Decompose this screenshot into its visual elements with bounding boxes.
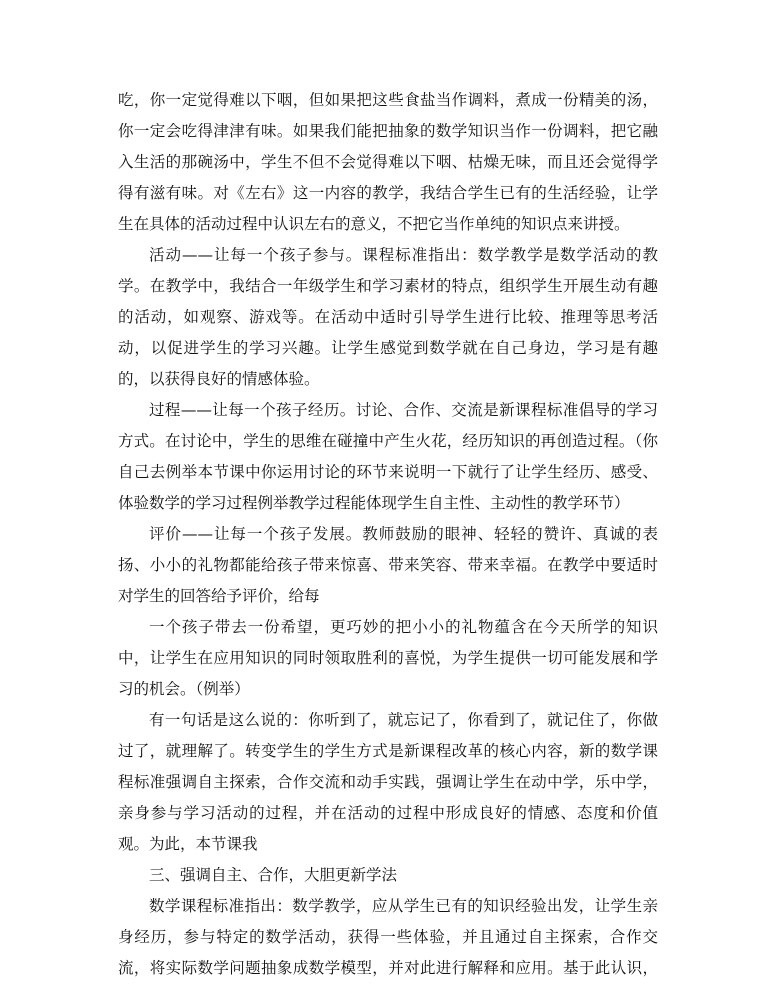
text-line: 生在具体的活动过程中认识左右的意义，不把它当作单纯的知识点来讲授。 (118, 215, 630, 233)
text-line: 三、强调自主、合作，大胆更新学法 (149, 866, 398, 884)
text-line: 活动——让每一个孩子参与。课程标准指出：数学教学是数学活动的教 (149, 246, 658, 264)
text-line: 扬、小小的礼物都能给孩子带来惊喜、带来笑容、带来幸福。在教学中要适时 (118, 556, 658, 574)
text-line: 学。在教学中，我结合一年级学生和学习素材的特点，组织学生开展生动有趣 (118, 277, 658, 295)
text-line: 过程——让每一个孩子经历。讨论、合作、交流是新课程标准倡导的学习 (149, 401, 658, 419)
text-line: 亲身参与学习活动的过程，并在活动的过程中形成良好的情感、态度和价值 (118, 804, 658, 822)
text-line: 习的机会。（例举） (118, 680, 250, 698)
text-line: 流，将实际数学问题抽象成数学模型，并对此进行解释和应用。基于此认识， (118, 959, 658, 977)
text-line: 有一句话是这么说的：你听到了，就忘记了，你看到了，就记住了，你做 (149, 711, 658, 729)
text-line: 的活动，如观察、游戏等。在活动中适时引导学生进行比较、推理等思考活 (118, 308, 658, 326)
text-line: 入生活的那碗汤中，学生不但不会觉得难以下咽、枯燥无味，而且还会觉得学 (118, 153, 658, 171)
text-line: 身经历，参与特定的数学活动，获得一些体验，并且通过自主探索，合作交 (118, 928, 658, 946)
text-line: 得有滋有味。对《左右》这一内容的教学，我结合学生已有的生活经验，让学 (118, 184, 658, 202)
text-line: 动，以促进学生的学习兴趣。让学生感觉到数学就在自己身边，学习是有趣 (118, 339, 658, 357)
text-line: 数学课程标准指出：数学教学，应从学生已有的知识经验出发，让学生亲 (149, 897, 658, 915)
text-line: 的，以获得良好的情感体验。 (118, 370, 320, 388)
text-line: 对学生的回答给予评价，给每 (118, 587, 320, 605)
text-line: 吃，你一定觉得难以下咽，但如果把这些食盐当作调料，煮成一份精美的汤， (118, 91, 658, 109)
text-line: 中，让学生在应用知识的同时领取胜利的喜悦，为学生提供一切可能发展和学 (118, 649, 658, 667)
text-line: 方式。在讨论中，学生的思维在碰撞中产生火花，经历知识的再创造过程。（你 (118, 432, 658, 450)
text-line: 程标准强调自主探索，合作交流和动手实践，强调让学生在动中学，乐中学， (118, 773, 658, 791)
text-line: 自己去例举本节课中你运用讨论的环节来说明一下就行了让学生经历、感受、 (118, 463, 658, 481)
text-line: 过了，就理解了。转变学生的学生方式是新课程改革的核心内容，新的数学课 (118, 742, 658, 760)
text-line: 一个孩子带去一份希望，更巧妙的把小小的礼物蕴含在今天所学的知识 (149, 618, 658, 636)
document-body (118, 85, 658, 984)
text-line: 体验数学的学习过程例举教学过程能体现学生自主性、主动性的教学环节） (118, 494, 630, 512)
text-line: 评价——让每一个孩子发展。教师鼓励的眼神、轻轻的赞许、真诚的表 (149, 525, 658, 543)
text-line: 观。为此，本节课我 (118, 835, 258, 853)
text-line: 你一定会吃得津津有味。如果我们能把抽象的数学知识当作一份调料，把它融 (118, 122, 658, 140)
